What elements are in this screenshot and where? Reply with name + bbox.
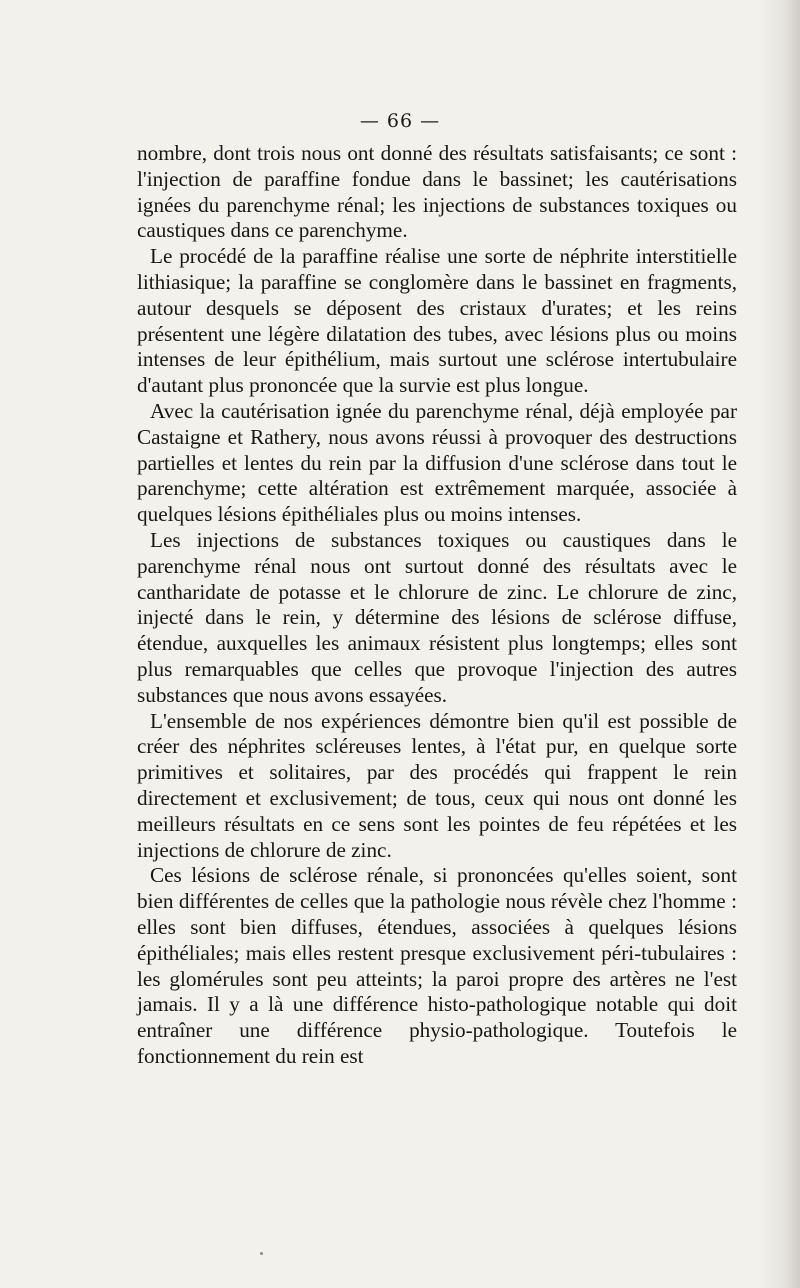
page-edge-shadow: [758, 0, 800, 1288]
body-text: [137, 141, 737, 1070]
paragraph: Avec la cautérisation ignée du parenchyme rénal, déjà employée par Castaigne et Rathery, nous avons réussi à provoquer des destructions partielles et lentes du rein par la diffusion d'une sclérose dans tout le parenchyme; cette altération est extrêmement marquée, associée à quelques lésions épithéliales plus ou moins intenses.: [137, 398, 737, 527]
paragraph: L'ensemble de nos expériences démontre bien qu'il est possible de créer des néphrites scléreuses lentes, à l'état pur, en quelque sorte primitives et solitaires, par des procédés qui frappent le rein directement et exclusivement; de tous, ceux qui nous ont donné les meilleurs résultats en ce sens sont les pointes de feu répétées et les injections de chlorure de zinc.: [137, 708, 737, 862]
page-number: — 66 —: [359, 110, 441, 132]
paragraph: Ces lésions de sclérose rénale, si prononcées qu'elles soient, sont bien différentes de celles que la pathologie nous révèle chez l'homme : elles sont bien diffuses, étendues, associées à quelques lésions épithéliales; mais elles restent presque exclusivement péri-tubulaires : les glomérules sont peu atteints; la paroi propre des artères ne l'est jamais. Il y a là une différence histo-pathologique notable qui doit entraîner une différence physio-pathologique. Toutefois le fonctionnement du rein est: [137, 863, 737, 1068]
scan-speck: [260, 1252, 263, 1255]
paragraph: Le procédé de la paraffine réalise une sorte de néphrite interstitielle lithiasique; la paraffine se conglomère dans le bassinet en fragments, autour desquels se déposent des cristaux d'urates; et les reins présentent une légère dilatation des tubes, avec lésions plus ou moins intenses de leur épithélium, mais surtout une sclérose intertubulaire d'autant plus prononcée que la survie est plus longue.: [137, 244, 737, 398]
paragraph: Les injections de substances toxiques ou caustiques dans le parenchyme rénal nous ont surtout donné des résultats avec le cantharidate de potasse et le chlorure de zinc. Le chlorure de zinc, injecté dans le rein, y détermine des lésions de sclérose diffuse, étendue, auxquelles les animaux résistent plus longtemps; elles sont plus remarquables que celles que provoque l'injection des autres substances que nous avons essayées.: [137, 527, 737, 707]
paragraph: nombre, dont trois nous ont donné des résultats satisfaisants; ce sont : l'injection de paraffine fondue dans le bassinet; les cautérisations ignées du parenchyme rénal; les injections de substances toxiques ou caustiques dans ce parenchyme.: [137, 141, 737, 243]
